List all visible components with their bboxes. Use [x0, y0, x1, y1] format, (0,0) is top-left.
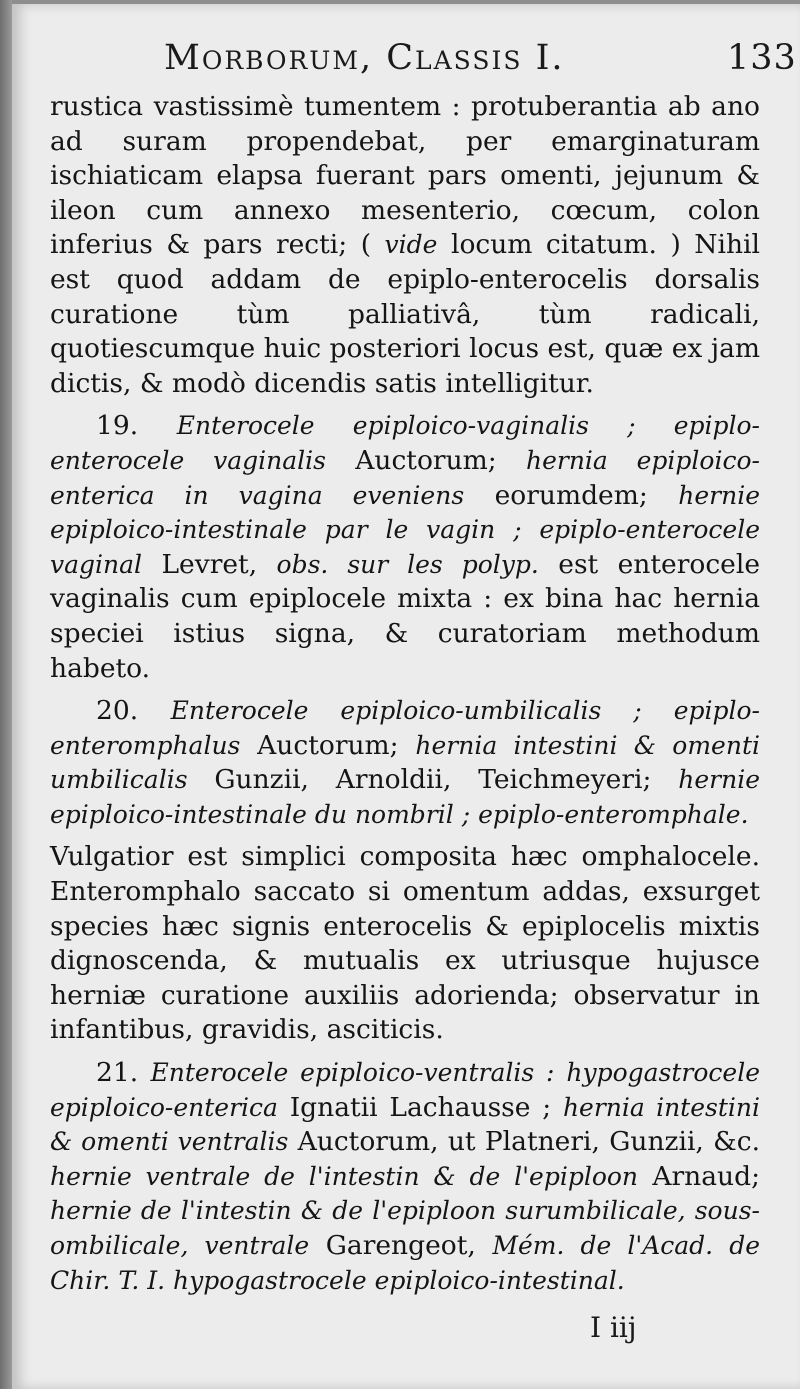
text-segment: Levret,	[142, 548, 277, 580]
italic-text-segment: hernie de l'intestin & de l'epiploon surumbilicale, sous-ombilicale, ventrale	[50, 1196, 760, 1260]
text-segment: 21.	[96, 1057, 151, 1089]
text-segment: Vulgatior est simplici composita hæc omphalocele. Enteromphalo saccato si omentum addas, exsurget species hæc signis enterocelis & epiplocelis mixtis dignoscenda, & mutualis ex utriusque hujusce herniæ curatione auxiliis adorienda; observatur in infantibus, gravidis, asciticis.	[50, 841, 760, 1046]
book-page	[12, 4, 800, 1389]
italic-text-segment: Mém. de l'Acad. de Chir. T. I. hypogastrocele epiploico-intestinal.	[50, 1231, 761, 1295]
text-segment: 19.	[96, 410, 177, 442]
book-gutter-shadow	[0, 0, 12, 1389]
italic-text-segment: obs. sur les polyp.	[276, 549, 539, 579]
paragraph-item-20-body	[50, 840, 760, 1048]
italic-text-segment: Enterocele epiploico-ventralis : hypogastrocele epiploico-enterica	[50, 1058, 760, 1122]
text-segment: Auctorum;	[325, 444, 526, 476]
paragraph-item-21	[50, 1056, 760, 1298]
text-segment: rustica vastissimè tumentem : protuberantia ab ano ad suram propendebat, per emarginaturam ischiaticam elapsa fuerant pars omenti, jejunum & ileon cum annexo mesenterio, cœcum, colon inferius & pars recti; (	[50, 91, 760, 261]
page-number: 133	[727, 38, 797, 78]
italic-text-segment: hernie ventrale de l'intestin & de l'epiploon	[50, 1161, 639, 1191]
text-segment: est enterocele vaginalis cum epiplocele mixta : ex bina hac hernia speciei istius signa, & curatoriam methodum habeto.	[50, 548, 760, 684]
text-segment: Ignatii Lachausse ;	[277, 1091, 563, 1123]
text-segment: 20.	[96, 695, 171, 727]
text-segment: Gunzii, Arnoldii, Teichmeyeri;	[187, 764, 679, 796]
running-head-title: Morborum, Classis I.	[164, 38, 565, 78]
paragraph-item-20	[50, 694, 760, 832]
text-segment: Garengeot,	[309, 1230, 493, 1261]
text-segment: eorumdem;	[464, 479, 679, 511]
italic-text-segment: hernia intestini & omenti umbilicalis	[50, 730, 760, 795]
text-segment: locum citatum. ) Nihil est quod addam de epiplo-enterocelis dorsalis curatione tùm palliativâ, tùm radicali, quotiescumque huic posteriori locus est, quæ ex jam dictis, & modò dicendis satis intelligitur.	[50, 229, 760, 399]
body-text	[50, 90, 760, 1298]
text-segment: Arnaud;	[638, 1160, 761, 1192]
italic-text-segment: hernie epiploico-intestinale du nombril ; epiplo-enteromphale.	[50, 765, 760, 829]
text-segment: Auctorum, ut Platneri, Gunzii, &c.	[288, 1126, 760, 1158]
paragraph-item-19	[50, 409, 760, 686]
signature-mark: I iij	[590, 1311, 637, 1344]
italic-text-segment: hernie epiploico-intestinale par le vagin ; epiplo-enterocele vaginal	[50, 480, 760, 579]
italic-text-segment: Enterocele epiploico-vaginalis ; epiplo-enterocele vaginalis	[50, 411, 760, 475]
italic-text-segment: vide	[384, 230, 438, 260]
italic-text-segment: hernia intestini & omenti ventralis	[50, 1092, 760, 1157]
paragraph-continuation	[50, 90, 760, 401]
text-segment: Auctorum;	[240, 729, 416, 761]
italic-text-segment: Enterocele epiploico-umbilicalis ; epiplo-enteromphalus	[50, 696, 760, 760]
italic-text-segment: hernia epiploico-enterica in vagina eveniens	[50, 445, 760, 510]
